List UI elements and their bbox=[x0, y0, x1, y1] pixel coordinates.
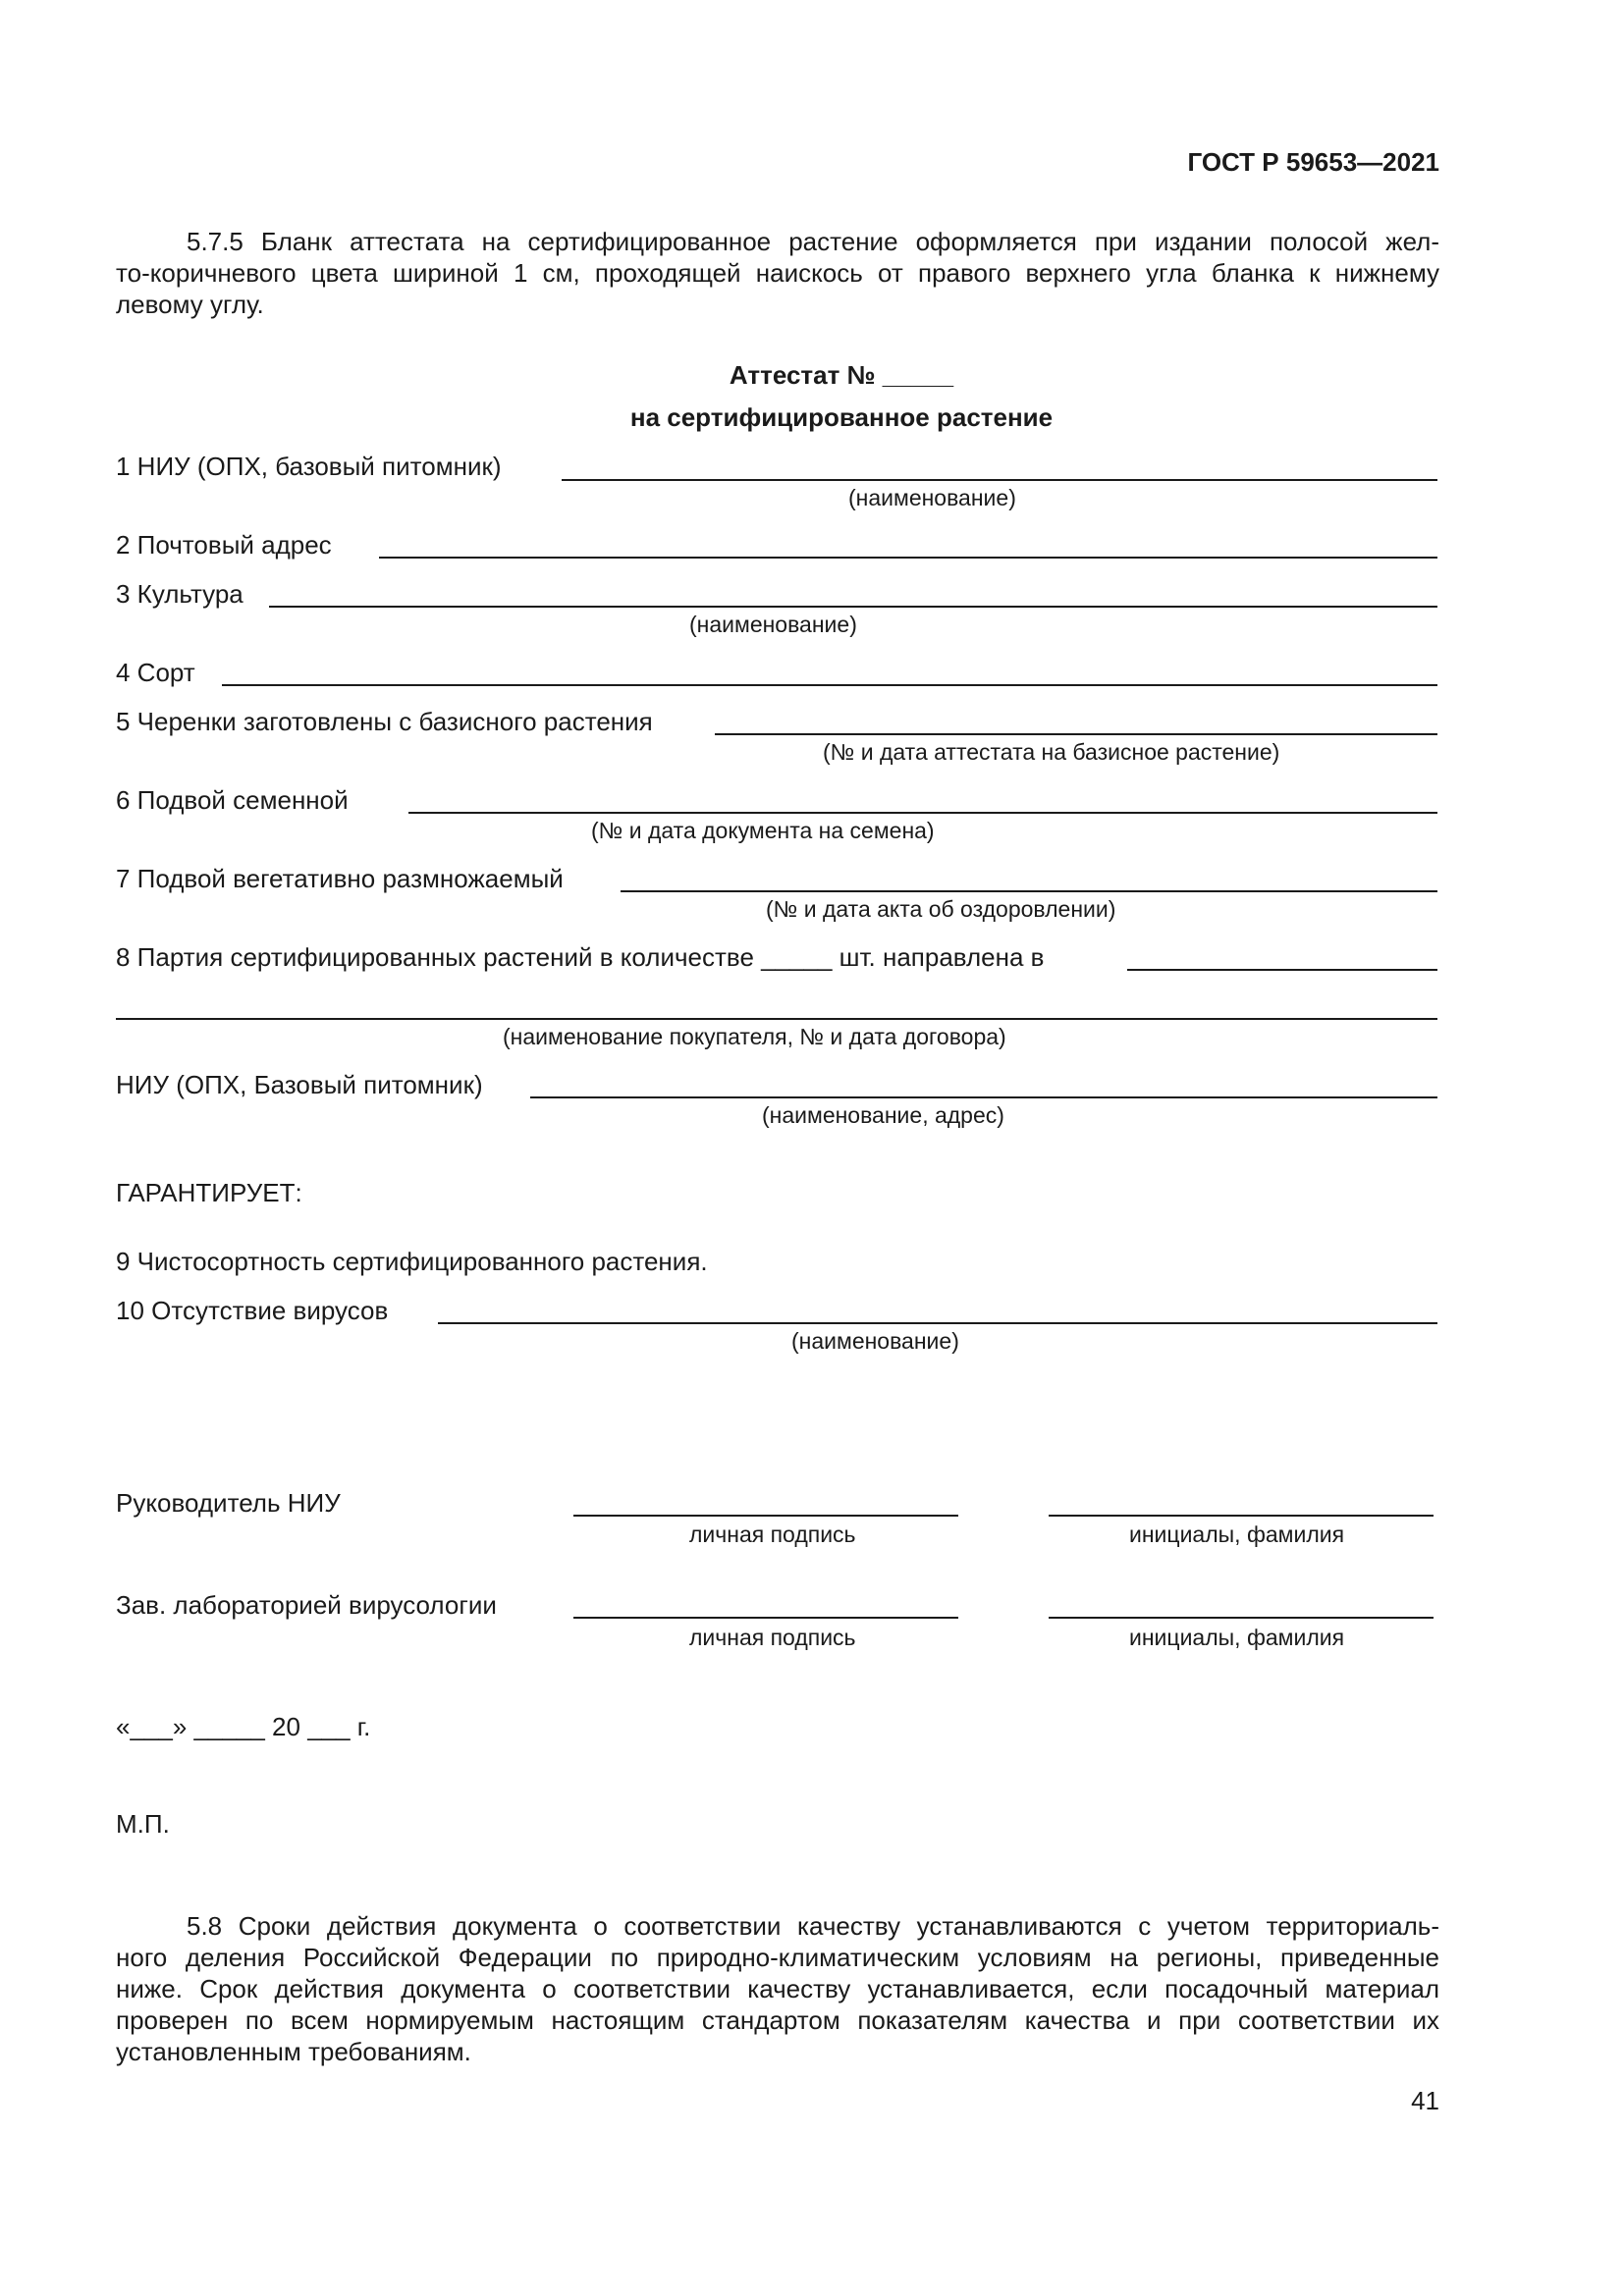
niu-label: НИУ (ОПХ, Базовый питомник) bbox=[116, 1070, 483, 1099]
signer-1-signature-line[interactable] bbox=[573, 1515, 958, 1517]
paragraph-line: проверен по всем нормируемым настоящим стандартом показателям качества и при соответствии их bbox=[116, 2005, 1439, 2035]
paragraph-line: ниже. Срок действия документа о соответствии качеству устанавливается, если посадочный материал bbox=[116, 1974, 1439, 2003]
form-subtitle: на сертифицированное растение bbox=[629, 402, 1054, 432]
field-8-line[interactable] bbox=[1127, 969, 1437, 971]
field-6-label: 6 Подвой семенной bbox=[116, 785, 349, 815]
field-10-line[interactable] bbox=[438, 1322, 1437, 1324]
field-8-label: 8 Партия сертифицированных растений в количестве _____ шт. направлена в bbox=[116, 942, 1045, 972]
intro-paragraph bbox=[116, 226, 1439, 320]
paragraph-line: ного деления Российской Федерации по природно-климатическим условиям на регионы, приведенные bbox=[116, 1943, 1439, 1972]
signer-1-title: Руководитель НИУ bbox=[116, 1488, 341, 1518]
signer-2-name-caption: инициалы, фамилия bbox=[1129, 1625, 1345, 1650]
field-1-label: 1 НИУ (ОПХ, базовый питомник) bbox=[116, 452, 502, 481]
field-4-line[interactable] bbox=[222, 684, 1437, 686]
field-8-caption: (наименование покупателя, № и дата договора) bbox=[503, 1024, 1006, 1049]
niu-line[interactable] bbox=[530, 1096, 1437, 1098]
field-1-line[interactable] bbox=[562, 479, 1437, 481]
field-3-caption: (наименование) bbox=[689, 612, 857, 637]
signer-2-name-line[interactable] bbox=[1049, 1617, 1434, 1619]
form-title: Аттестат № _____ bbox=[729, 360, 954, 390]
standard-number: ГОСТ Р 59653—2021 bbox=[1187, 147, 1439, 177]
field-1-caption: (наименование) bbox=[848, 485, 1016, 510]
intro-line: левому углу. bbox=[116, 290, 264, 319]
field-6-line[interactable] bbox=[408, 812, 1437, 814]
guarantee-heading: ГАРАНТИРУЕТ: bbox=[116, 1178, 302, 1207]
signer-1-name-caption: инициалы, фамилия bbox=[1129, 1522, 1345, 1547]
paragraph-line: 5.8 Сроки действия документа о соответствии качеству устанавливаются с учетом территориаль- bbox=[187, 1911, 1439, 1941]
field-2-line[interactable] bbox=[379, 557, 1437, 559]
signer-1-signature-caption: личная подпись bbox=[689, 1522, 856, 1547]
stamp-label: М.П. bbox=[116, 1809, 170, 1839]
field-7-label: 7 Подвой вегетативно размножаемый bbox=[116, 864, 564, 893]
field-3-line[interactable] bbox=[269, 606, 1437, 608]
field-4-label: 4 Сорт bbox=[116, 658, 195, 687]
field-9-label: 9 Чистосортность сертифицированного растения. bbox=[116, 1247, 708, 1276]
field-3-label: 3 Культура bbox=[116, 579, 244, 609]
signer-2-signature-line[interactable] bbox=[573, 1617, 958, 1619]
field-5-label: 5 Черенки заготовлены с базисного растения bbox=[116, 707, 653, 736]
date-line: «___» _____ 20 ___ г. bbox=[116, 1712, 371, 1741]
niu-caption: (наименование, адрес) bbox=[762, 1102, 1004, 1128]
page-number: 41 bbox=[1411, 2086, 1439, 2115]
intro-line: 5.7.5 Бланк аттестата на сертифицированное растение оформляется при издании полосой жел- bbox=[187, 227, 1439, 256]
field-7-line[interactable] bbox=[621, 890, 1437, 892]
signer-2-signature-caption: личная подпись bbox=[689, 1625, 856, 1650]
paragraph-line: установленным требованиям. bbox=[116, 2037, 471, 2066]
signer-1-name-line[interactable] bbox=[1049, 1515, 1434, 1517]
field-7-caption: (№ и дата акта об оздоровлении) bbox=[766, 896, 1116, 922]
intro-line: то-коричневого цвета шириной 1 см, проходящей наискось от правого верхнего угла бланка к нижнему bbox=[116, 258, 1439, 288]
field-5-caption: (№ и дата аттестата на базисное растение) bbox=[823, 739, 1280, 765]
field-2-label: 2 Почтовый адрес bbox=[116, 530, 332, 560]
section-5-8-paragraph bbox=[116, 1910, 1439, 2067]
field-10-label: 10 Отсутствие вирусов bbox=[116, 1296, 389, 1325]
field-10-caption: (наименование) bbox=[791, 1328, 959, 1354]
field-6-caption: (№ и дата документа на семена) bbox=[591, 818, 935, 843]
signer-2-title: Зав. лабораторией вирусологии bbox=[116, 1590, 497, 1620]
field-5-line[interactable] bbox=[715, 733, 1437, 735]
field-8-line-2[interactable] bbox=[116, 1018, 1437, 1020]
